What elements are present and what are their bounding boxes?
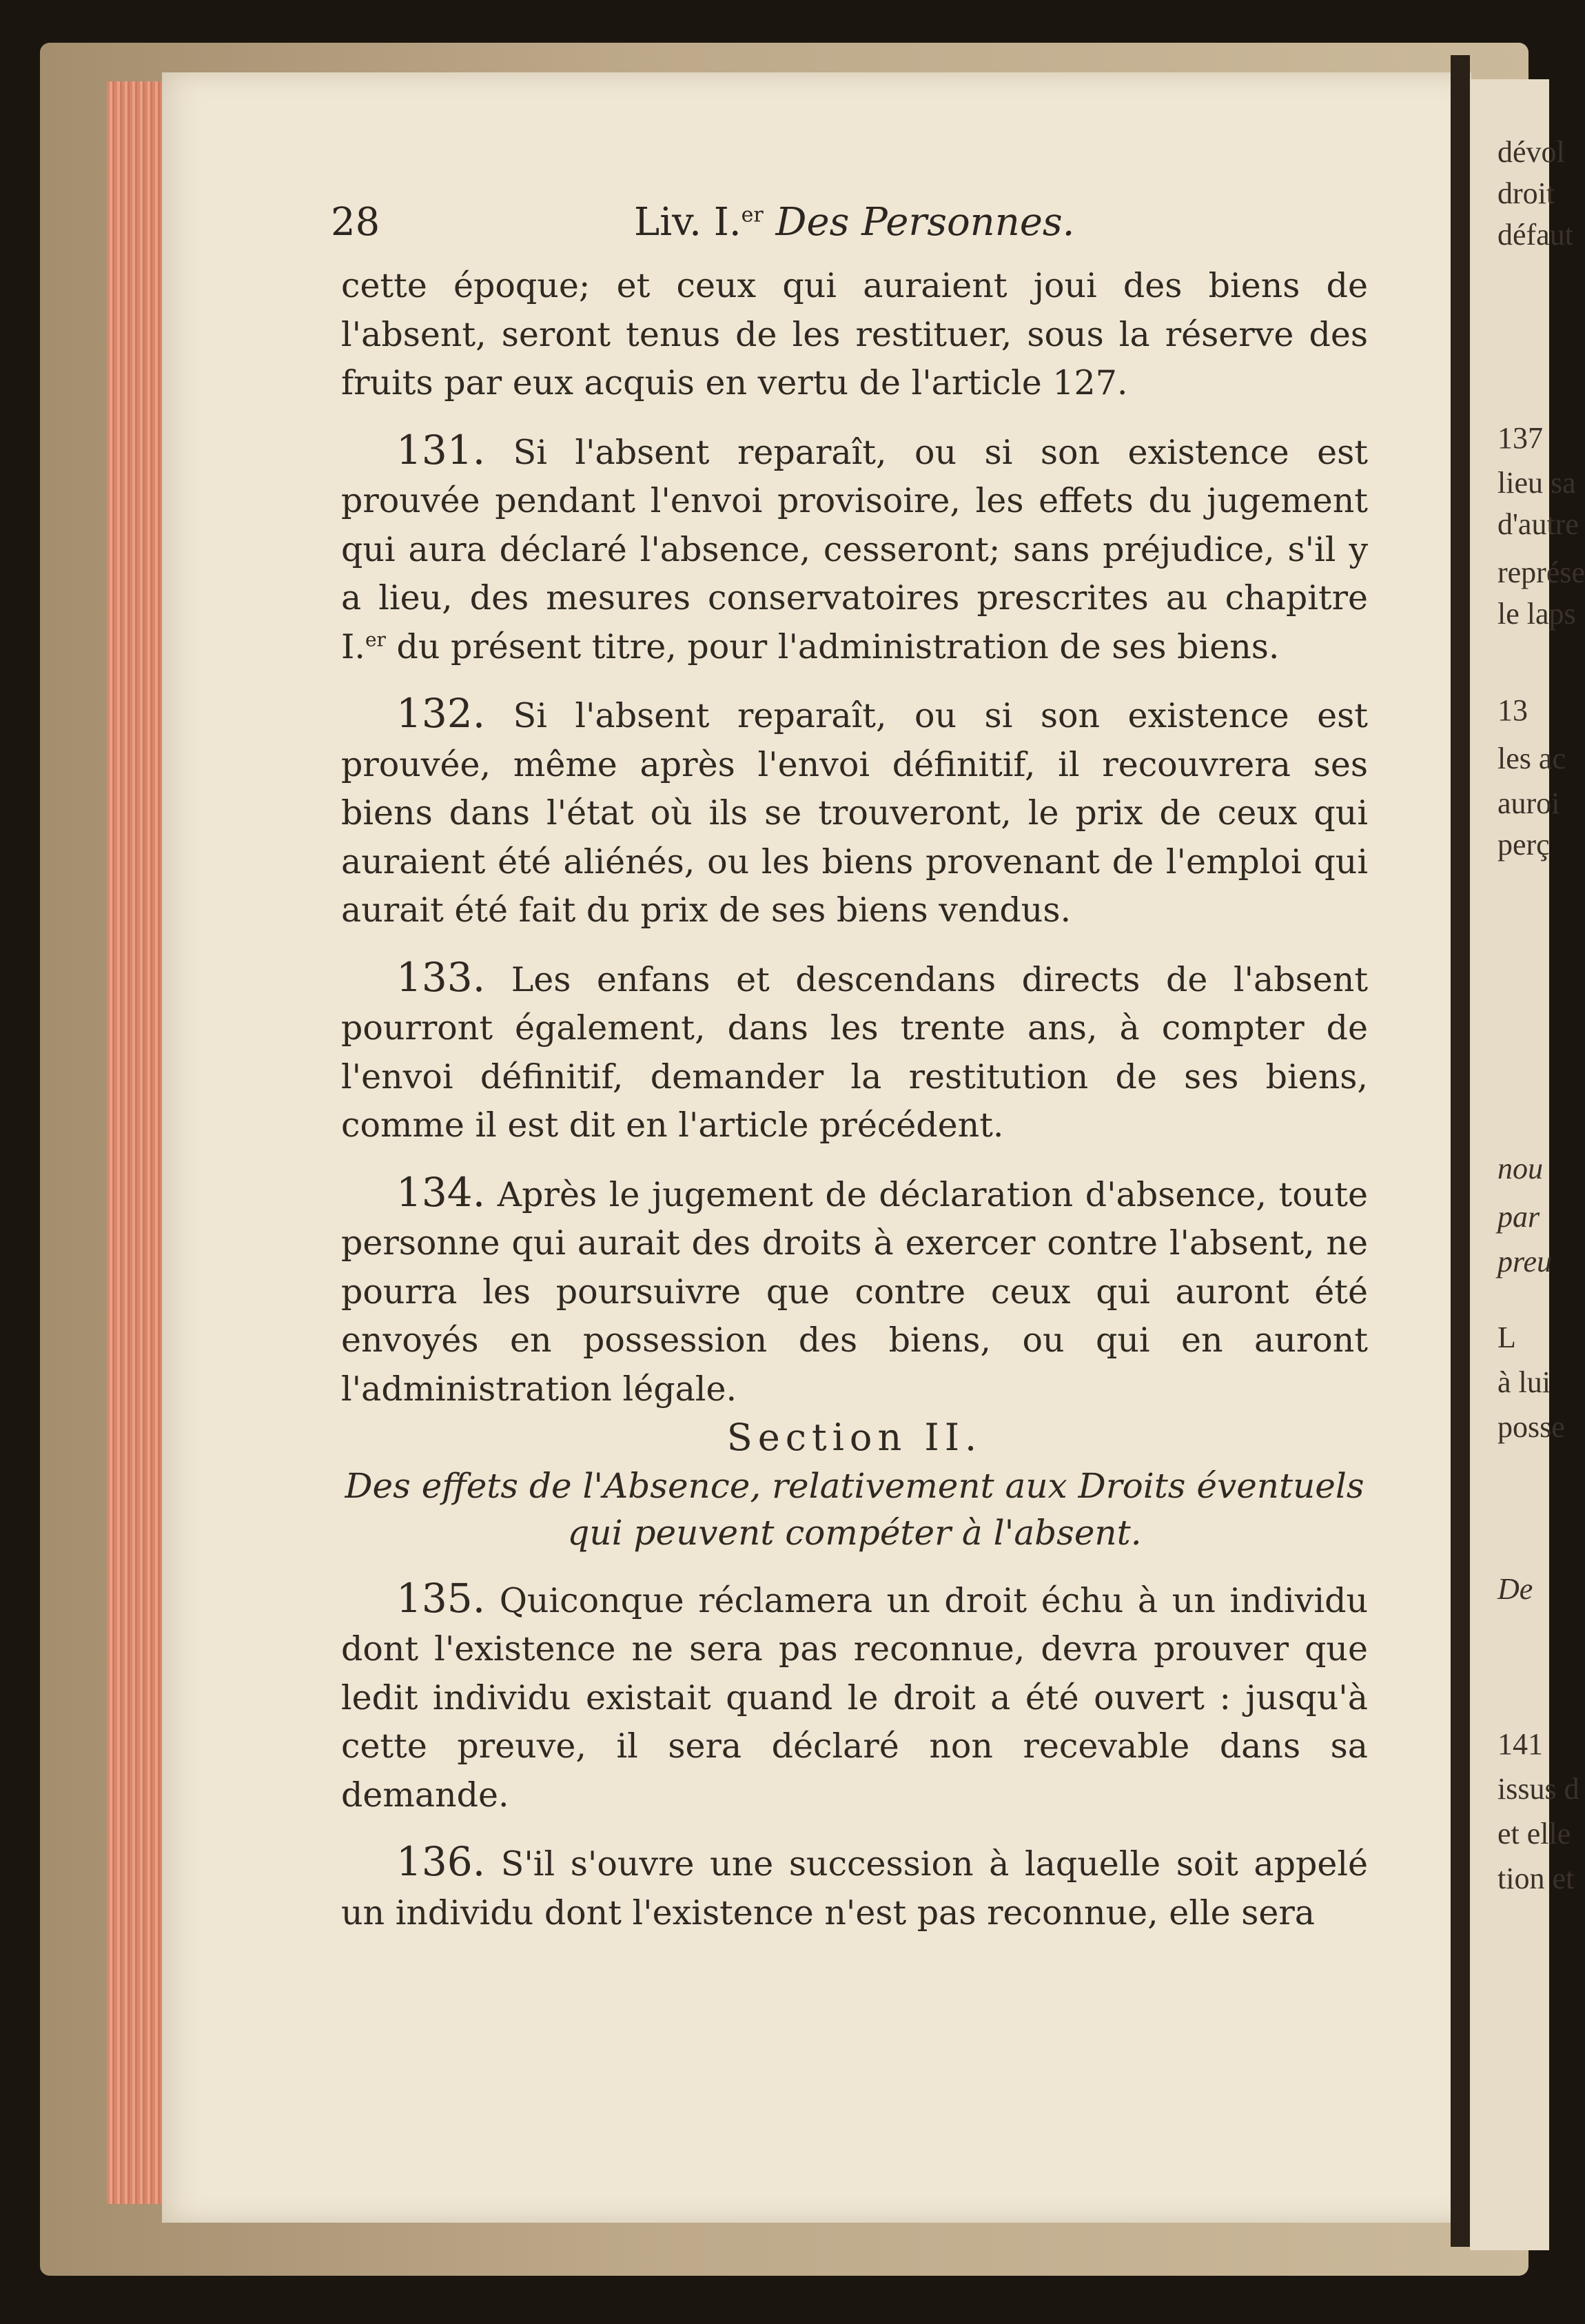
article-136	[341, 1837, 1368, 1937]
facing-fragment: d'autre	[1497, 507, 1579, 541]
facing-fragment: tion et	[1497, 1862, 1575, 1895]
facing-fragment: à lui	[1497, 1365, 1551, 1399]
article-text: Les enfans et descendans directs de l'absent pourront également, dans les trente ans, à compter de l'envoi définitif, demander la restitution de ses biens, comme il est dit en l'article précédent.	[341, 959, 1369, 1145]
facing-fragment: et elle	[1497, 1817, 1571, 1851]
facing-fragment: droit	[1497, 176, 1555, 210]
facing-fragment: L	[1497, 1321, 1516, 1354]
article-text: Après le jugement de déclaration d'absence, toute personne qui aurait des droits à exercer contre l'absent, ne pourra les poursuivre que contre ceux qui auront été envoyés en possession des biens, ou qui en auront l'administration légale.	[341, 1174, 1368, 1409]
running-title	[634, 200, 1074, 245]
facing-fragment: perç	[1497, 828, 1550, 862]
facing-fragment: 137	[1497, 421, 1543, 455]
article-text: S'il s'ouvre une succession à laquelle soit appelé un individu dont l'existence n'est pas reconnue, elle sera	[341, 1844, 1368, 1933]
facing-fragment: dévol	[1497, 135, 1565, 169]
article-number: 131.	[396, 426, 486, 473]
section-subtitle: Des effets de l'Absence, relativement aux Droits éventuels qui peuvent compéter à l'absent.	[345, 1465, 1364, 1553]
facing-fragment: par	[1497, 1200, 1540, 1234]
running-header	[331, 200, 1364, 248]
continuation-paragraph: cette époque; et ceux qui auraient joui des biens de l'absent, seront tenus de les restituer, sous la réserve des fruits par eux acquis en vertu de l'article 127.	[341, 266, 1368, 402]
page-number: 28	[331, 200, 380, 245]
book-gutter	[1451, 55, 1470, 2247]
page-edge-red	[107, 81, 163, 2204]
facing-fragment: défaut	[1497, 218, 1573, 252]
article-131	[341, 426, 1368, 672]
facing-fragment: issus d	[1497, 1772, 1579, 1806]
facing-fragment: preu	[1497, 1245, 1553, 1278]
article-number: 133.	[396, 953, 486, 1001]
article-number: 136.	[396, 1838, 486, 1885]
facing-fragment: lieu sa	[1497, 466, 1576, 500]
article-number: 132.	[396, 690, 486, 737]
article-number: 135.	[396, 1574, 486, 1622]
facing-fragment: De	[1497, 1572, 1533, 1606]
page-body	[341, 262, 1368, 1937]
facing-fragment: le laps	[1497, 597, 1576, 631]
facing-fragment: nou	[1497, 1152, 1543, 1185]
article-text-after: du présent titre, pour l'administration de ses biens.	[385, 626, 1280, 666]
running-title-sup: er	[741, 203, 764, 227]
facing-fragment: 13	[1497, 693, 1528, 727]
facing-fragment: représe	[1497, 555, 1585, 589]
article-text: Si l'absent reparaît, ou si son existence est prouvée pendant l'envoi provisoire, les effets du jugement qui aura déclaré l'absence, cesseront; sans préjudice, s'il y a lieu, des mesures conservatoires prescrites au chapitre I.	[341, 432, 1368, 666]
running-title-prefix: Liv. I.	[634, 200, 742, 245]
article-135	[341, 1574, 1368, 1820]
facing-fragment: les ac	[1497, 742, 1566, 775]
section-heading: Section II.	[726, 1416, 983, 1459]
facing-fragment: auroi	[1497, 786, 1560, 820]
article-133	[341, 953, 1368, 1150]
article-132	[341, 689, 1368, 935]
facing-fragment: posse	[1497, 1410, 1565, 1444]
article-number: 134.	[396, 1168, 486, 1216]
running-title-italic: Des Personnes.	[775, 200, 1075, 245]
facing-fragment: 141	[1497, 1727, 1543, 1761]
article-text: Si l'absent reparaît, ou si son existence est prouvée, même après l'envoi définitif, il recouvrera ses biens dans l'état où ils se trouveront, le prix de ceux qui auraient été aliénés, ou les biens provenant de l'emploi qui aurait été fait du prix de ses biens vendus.	[341, 696, 1368, 930]
article-134	[341, 1168, 1368, 1414]
facing-page-fragment	[1470, 79, 1585, 2250]
article-text: Quiconque réclamera un droit échu à un individu dont l'existence ne sera pas reconnue, devra prouver que ledit individu existait quand le droit a été ouvert : jusqu'à cette preuve, il sera déclaré non recevable dans sa demande.	[341, 1580, 1368, 1815]
article-sup: er	[365, 628, 386, 651]
